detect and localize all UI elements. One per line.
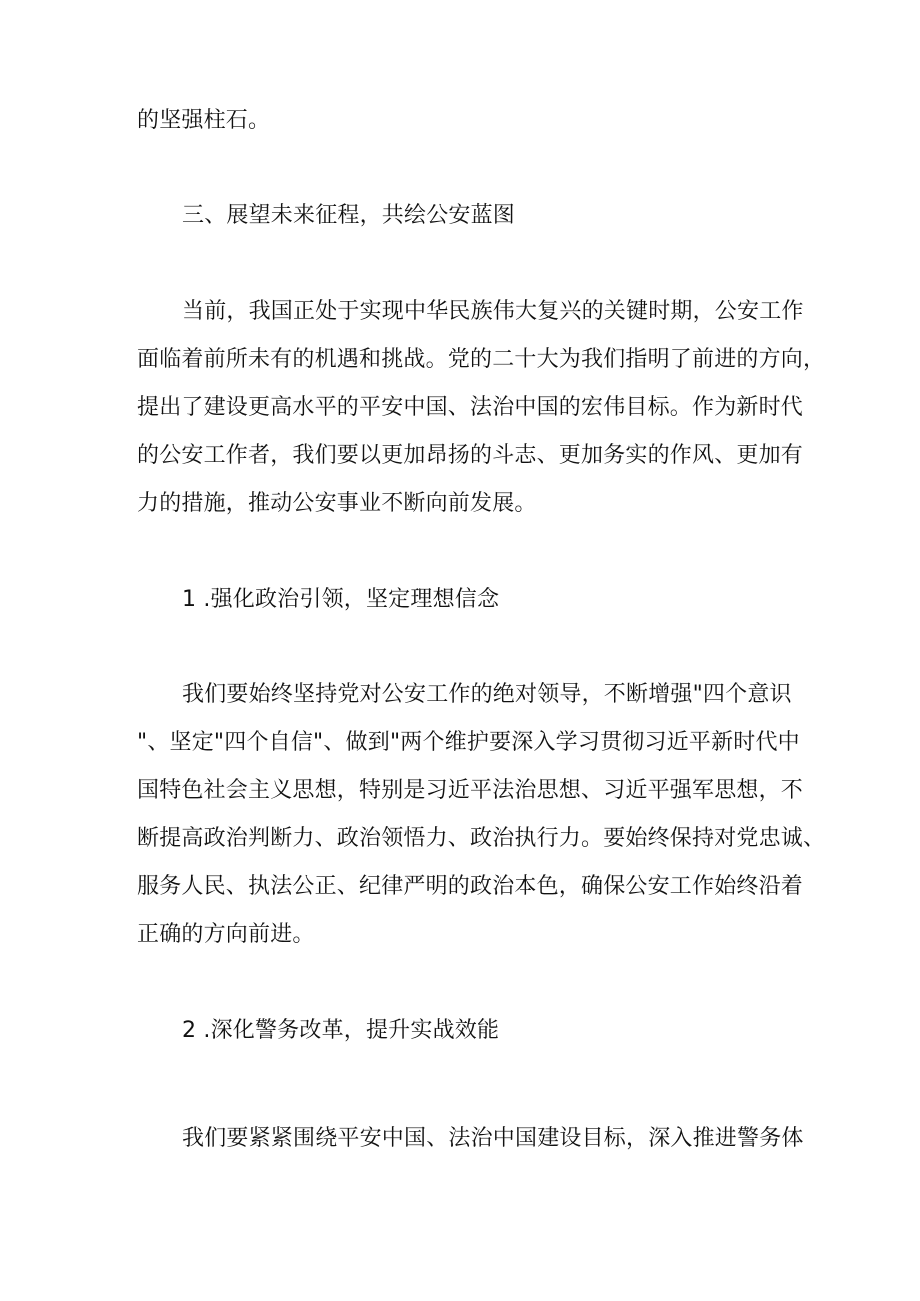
paragraph-line: "、坚定"四个自信"、做到"两个维护要深入学习贯彻习近平新时代中 [137, 730, 800, 755]
paragraph-line: 我们要始终坚持党对公安工作的绝对领导，不断增强"四个意识 [182, 682, 792, 707]
paragraph-line: 服务人民、执法公正、纪律严明的政治本色，确保公安工作始终沿着 [137, 874, 804, 899]
paragraph-line: 国特色社会主义思想，特别是习近平法治思想、习近平强军思想，不 [137, 778, 804, 803]
paragraph-line: 面临着前所未有的机遇和挑战。党的二十大为我们指明了前进的方向， [137, 347, 826, 372]
paragraph-line: 断提高政治判断力、政治领悟力、政治执行力。要始终保持对党忠诚、 [137, 826, 826, 851]
paragraph-line: 我们要紧紧围绕平安中国、法治中国建设目标，深入推进警务体 [182, 1126, 804, 1151]
paragraph-line: 当前，我国正处于实现中华民族伟大复兴的关键时期，公安工作 [182, 299, 804, 324]
paragraph-line: 力的措施，推动公安事业不断向前发展。 [137, 491, 537, 516]
paragraph-line: 的公安工作者，我们要以更加昂扬的斗志、更加务实的作风、更加有 [137, 443, 804, 468]
paragraph-line: 提出了建设更高水平的平安中国、法治中国的宏伟目标。作为新时代 [137, 395, 804, 420]
paragraph-line: 正确的方向前进。 [137, 922, 315, 947]
subheading-1: 1 .强化政治引领，坚定理想信念 [182, 587, 500, 612]
section-heading: 三、展望未来征程，共绘公安蓝图 [182, 203, 516, 228]
subheading-2: 2 .深化警务改革，提升实战效能 [182, 1018, 500, 1043]
continuation-text: 的坚强柱石。 [137, 108, 271, 133]
